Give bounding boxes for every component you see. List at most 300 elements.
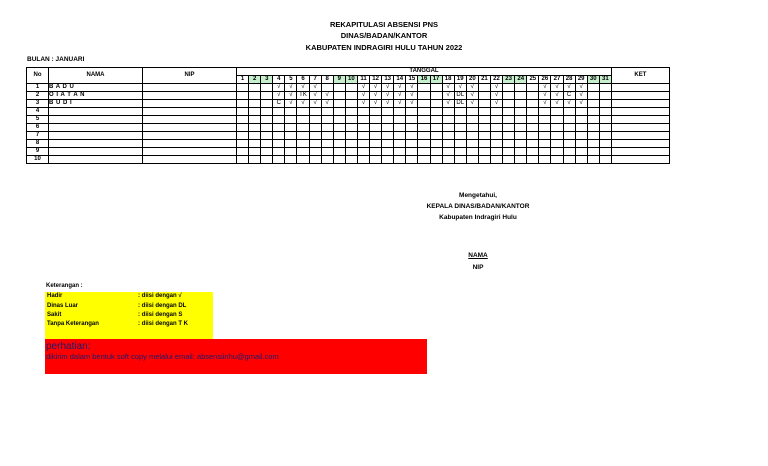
attendance-cell: √ xyxy=(539,100,551,108)
attendance-cell xyxy=(515,132,527,140)
row-nama xyxy=(49,124,143,132)
attendance-cell xyxy=(394,108,406,116)
attendance-cell xyxy=(599,108,611,116)
legend-label: Dinas Luar xyxy=(47,303,79,309)
table-row xyxy=(27,140,670,148)
day-header: 23 xyxy=(503,76,515,84)
day-header: 26 xyxy=(539,76,551,84)
attendance-cell: √ xyxy=(357,100,369,108)
attendance-cell: √ xyxy=(357,92,369,100)
row-nip xyxy=(143,116,237,124)
attendance-cell xyxy=(261,92,273,100)
row-number: 9 xyxy=(27,148,49,156)
attendance-cell xyxy=(249,84,261,92)
attendance-cell: C xyxy=(563,92,575,100)
attendance-cell xyxy=(321,116,333,124)
table-row xyxy=(27,156,670,164)
attendance-cell xyxy=(249,116,261,124)
attendance-cell xyxy=(551,132,563,140)
row-ket xyxy=(611,132,669,140)
attendance-cell xyxy=(273,116,285,124)
attendance-cell xyxy=(478,108,490,116)
attendance-cell xyxy=(551,116,563,124)
attendance-cell xyxy=(418,132,430,140)
attendance-cell xyxy=(370,108,382,116)
attendance-cell xyxy=(503,108,515,116)
attendance-cell xyxy=(418,108,430,116)
attendance-cell xyxy=(466,140,478,148)
attendance-cell xyxy=(551,124,563,132)
attendance-cell xyxy=(527,108,539,116)
attendance-cell xyxy=(478,92,490,100)
attendance-cell xyxy=(563,156,575,164)
row-ket xyxy=(611,84,669,92)
attendance-cell xyxy=(382,156,394,164)
attendance-cell xyxy=(406,140,418,148)
attendance-cell xyxy=(357,132,369,140)
attendance-cell: √ xyxy=(321,100,333,108)
sig-mengetahui: Mengetahui, xyxy=(459,192,497,199)
attendance-cell xyxy=(430,92,442,100)
attendance-cell xyxy=(503,148,515,156)
attendance-cell xyxy=(587,92,599,100)
row-nama xyxy=(49,156,143,164)
day-header: 6 xyxy=(297,76,309,84)
row-number: 2 xyxy=(27,92,49,100)
attendance-cell xyxy=(515,148,527,156)
day-header: 27 xyxy=(551,76,563,84)
attendance-cell xyxy=(599,132,611,140)
attendance-cell xyxy=(527,140,539,148)
attendance-cell: √ xyxy=(490,84,502,92)
row-nama: O I A T A N xyxy=(49,92,143,100)
attendance-cell xyxy=(249,124,261,132)
attendance-cell xyxy=(321,148,333,156)
attendance-cell xyxy=(382,116,394,124)
attendance-cell xyxy=(370,140,382,148)
attendance-cell xyxy=(345,100,357,108)
attendance-cell xyxy=(515,92,527,100)
attendance-cell xyxy=(285,140,297,148)
row-nip xyxy=(143,132,237,140)
attendance-cell xyxy=(454,124,466,132)
attendance-cell: √ xyxy=(382,100,394,108)
attendance-cell xyxy=(309,140,321,148)
attendance-cell xyxy=(285,148,297,156)
attendance-cell xyxy=(599,124,611,132)
attendance-cell xyxy=(539,124,551,132)
attendance-cell xyxy=(418,148,430,156)
row-nip xyxy=(143,100,237,108)
attendance-cell xyxy=(309,148,321,156)
attendance-cell: √ xyxy=(551,100,563,108)
attendance-cell: √ xyxy=(273,84,285,92)
attendance-cell: √ xyxy=(575,92,587,100)
attendance-cell xyxy=(599,84,611,92)
attendance-cell: √ xyxy=(575,100,587,108)
attendance-cell: √ xyxy=(490,100,502,108)
attendance-cell xyxy=(466,108,478,116)
attendance-cell: DL xyxy=(454,92,466,100)
table-row xyxy=(27,124,670,132)
attendance-cell xyxy=(551,140,563,148)
attendance-cell xyxy=(333,148,345,156)
attendance-cell xyxy=(551,156,563,164)
attendance-cell xyxy=(321,124,333,132)
attendance-cell xyxy=(261,132,273,140)
row-ket xyxy=(611,116,669,124)
day-header: 19 xyxy=(454,76,466,84)
attendance-cell xyxy=(418,156,430,164)
row-number: 7 xyxy=(27,132,49,140)
attendance-cell xyxy=(599,92,611,100)
attendance-cell xyxy=(515,140,527,148)
attendance-cell xyxy=(539,148,551,156)
attendance-cell xyxy=(527,132,539,140)
attendance-cell xyxy=(587,100,599,108)
attendance-cell xyxy=(575,116,587,124)
attendance-cell xyxy=(442,132,454,140)
day-header: 28 xyxy=(563,76,575,84)
attendance-cell: √ xyxy=(382,84,394,92)
attendance-cell xyxy=(515,84,527,92)
table-row xyxy=(27,84,670,92)
attendance-cell: √ xyxy=(406,84,418,92)
attendance-cell xyxy=(599,116,611,124)
col-tanggal-header: TANGGAL xyxy=(237,68,612,76)
sig-name: NAMA xyxy=(468,252,488,259)
attendance-cell xyxy=(382,132,394,140)
attendance-cell xyxy=(575,156,587,164)
attendance-cell xyxy=(261,84,273,92)
row-nama xyxy=(49,108,143,116)
attendance-cell: √ xyxy=(370,84,382,92)
attendance-cell xyxy=(539,156,551,164)
attendance-cell xyxy=(503,100,515,108)
title-line-2: DINAS/BADAN/KANTOR xyxy=(340,31,428,40)
attendance-cell xyxy=(478,116,490,124)
attendance-cell xyxy=(249,156,261,164)
attendance-cell xyxy=(297,148,309,156)
attendance-cell xyxy=(345,148,357,156)
attendance-cell xyxy=(321,156,333,164)
attendance-cell xyxy=(442,156,454,164)
month-label: BULAN : JANUARI xyxy=(27,56,85,63)
day-header: 15 xyxy=(406,76,418,84)
attendance-cell xyxy=(370,116,382,124)
attendance-cell xyxy=(442,148,454,156)
attendance-cell xyxy=(370,156,382,164)
attendance-cell xyxy=(394,124,406,132)
attendance-cell xyxy=(466,116,478,124)
attendance-cell xyxy=(249,148,261,156)
title-line-3: KABUPATEN INDRAGIRI HULU TAHUN 2022 xyxy=(305,43,463,52)
day-header: 2 xyxy=(249,76,261,84)
attendance-cell xyxy=(297,156,309,164)
attendance-cell xyxy=(466,156,478,164)
attendance-cell xyxy=(345,140,357,148)
attendance-cell xyxy=(430,148,442,156)
attendance-cell xyxy=(503,116,515,124)
row-number: 10 xyxy=(27,156,49,164)
attendance-cell: √ xyxy=(394,100,406,108)
row-ket xyxy=(611,100,669,108)
attendance-cell: √ xyxy=(563,100,575,108)
attendance-cell xyxy=(575,108,587,116)
attendance-cell: √ xyxy=(394,92,406,100)
attendance-cell xyxy=(527,84,539,92)
day-header: 29 xyxy=(575,76,587,84)
attendance-cell: √ xyxy=(285,100,297,108)
attendance-cell xyxy=(478,156,490,164)
attendance-cell xyxy=(466,148,478,156)
attendance-cell: √ xyxy=(309,84,321,92)
attendance-cell xyxy=(430,124,442,132)
attendance-cell xyxy=(575,148,587,156)
attendance-cell: √ xyxy=(466,84,478,92)
attendance-cell xyxy=(587,148,599,156)
attendance-cell xyxy=(309,124,321,132)
attendance-cell xyxy=(357,140,369,148)
attendance-cell xyxy=(237,148,249,156)
attendance-cell: √ xyxy=(285,92,297,100)
attendance-cell: √ xyxy=(370,92,382,100)
table-row xyxy=(27,132,670,140)
attendance-cell xyxy=(249,100,261,108)
attendance-cell xyxy=(418,140,430,148)
legend-value: : diisi dengan S xyxy=(138,312,183,318)
row-nama xyxy=(49,116,143,124)
attendance-cell xyxy=(599,156,611,164)
attendance-cell xyxy=(357,156,369,164)
attendance-cell xyxy=(321,84,333,92)
attendance-cell xyxy=(503,132,515,140)
attendance-cell xyxy=(563,124,575,132)
attendance-cell: TK xyxy=(297,92,309,100)
attendance-cell xyxy=(394,156,406,164)
attendance-cell xyxy=(551,148,563,156)
col-nip-header: NIP xyxy=(143,68,237,84)
attendance-cell xyxy=(454,116,466,124)
day-header: 4 xyxy=(273,76,285,84)
attendance-cell xyxy=(261,140,273,148)
day-header: 14 xyxy=(394,76,406,84)
attendance-cell xyxy=(490,132,502,140)
attendance-cell xyxy=(503,140,515,148)
row-number: 1 xyxy=(27,84,49,92)
row-nip xyxy=(143,148,237,156)
row-nama xyxy=(49,132,143,140)
attendance-cell xyxy=(430,84,442,92)
table-row xyxy=(27,148,670,156)
row-nama: B A D U xyxy=(49,84,143,92)
attendance-cell xyxy=(333,156,345,164)
attendance-cell xyxy=(261,124,273,132)
attendance-cell xyxy=(503,84,515,92)
attendance-cell xyxy=(418,100,430,108)
attendance-cell: √ xyxy=(273,92,285,100)
attendance-cell xyxy=(587,124,599,132)
attendance-cell xyxy=(406,132,418,140)
attendance-cell: C xyxy=(273,100,285,108)
attendance-cell xyxy=(515,124,527,132)
attendance-cell xyxy=(237,140,249,148)
legend-box xyxy=(45,292,213,339)
attendance-cell xyxy=(394,116,406,124)
attendance-cell xyxy=(503,92,515,100)
attendance-cell xyxy=(527,124,539,132)
row-number: 8 xyxy=(27,140,49,148)
attendance-cell xyxy=(309,132,321,140)
attendance-cell xyxy=(345,108,357,116)
attendance-cell xyxy=(273,156,285,164)
attendance-cell xyxy=(539,132,551,140)
row-number: 6 xyxy=(27,124,49,132)
attendance-cell xyxy=(599,100,611,108)
attendance-cell xyxy=(430,140,442,148)
attendance-cell xyxy=(382,124,394,132)
attendance-cell: √ xyxy=(321,92,333,100)
attendance-cell xyxy=(406,108,418,116)
day-header: 20 xyxy=(466,76,478,84)
attendance-cell xyxy=(297,108,309,116)
attendance-cell xyxy=(587,84,599,92)
attendance-cell xyxy=(563,108,575,116)
attendance-cell xyxy=(285,108,297,116)
attendance-cell xyxy=(333,124,345,132)
attendance-cell xyxy=(587,132,599,140)
legend-label: Sakit xyxy=(47,312,62,318)
attendance-cell xyxy=(273,124,285,132)
attendance-cell xyxy=(466,124,478,132)
attendance-cell xyxy=(527,116,539,124)
attendance-cell xyxy=(370,124,382,132)
attendance-cell: √ xyxy=(309,92,321,100)
attendance-cell xyxy=(454,156,466,164)
attendance-cell: √ xyxy=(442,100,454,108)
notice-text: dikirim dalam bentuk soft copy melalui email: absensiinhu@gmail.com xyxy=(46,352,279,361)
table-row xyxy=(27,92,670,100)
attendance-cell xyxy=(297,140,309,148)
attendance-cell xyxy=(357,108,369,116)
day-header: 24 xyxy=(515,76,527,84)
attendance-cell: DL xyxy=(454,100,466,108)
table-row xyxy=(27,108,670,116)
row-ket xyxy=(611,140,669,148)
row-nip xyxy=(143,156,237,164)
attendance-cell xyxy=(599,148,611,156)
attendance-cell: √ xyxy=(382,92,394,100)
attendance-cell xyxy=(273,132,285,140)
attendance-cell xyxy=(575,132,587,140)
table-row xyxy=(27,116,670,124)
attendance-cell xyxy=(563,140,575,148)
attendance-cell: √ xyxy=(297,84,309,92)
row-nama: B U D I xyxy=(49,100,143,108)
attendance-cell xyxy=(237,84,249,92)
attendance-cell xyxy=(345,132,357,140)
attendance-cell xyxy=(370,132,382,140)
day-header: 5 xyxy=(285,76,297,84)
day-header: 10 xyxy=(345,76,357,84)
attendance-cell xyxy=(454,108,466,116)
keterangan-title: Keterangan : xyxy=(46,283,83,289)
attendance-cell: √ xyxy=(551,84,563,92)
day-header: 8 xyxy=(321,76,333,84)
attendance-cell xyxy=(309,116,321,124)
attendance-cell xyxy=(382,108,394,116)
legend-label: Tanpa Keterangan xyxy=(47,321,99,327)
attendance-cell xyxy=(273,140,285,148)
attendance-cell xyxy=(430,156,442,164)
attendance-cell xyxy=(490,148,502,156)
notice-title: perhatian: xyxy=(46,341,91,352)
row-ket xyxy=(611,92,669,100)
attendance-cell xyxy=(442,124,454,132)
attendance-cell xyxy=(442,116,454,124)
attendance-cell: √ xyxy=(394,84,406,92)
attendance-cell xyxy=(261,148,273,156)
attendance-cell xyxy=(466,132,478,140)
attendance-cell xyxy=(527,156,539,164)
attendance-cell xyxy=(297,132,309,140)
attendance-cell xyxy=(309,156,321,164)
attendance-cell xyxy=(333,108,345,116)
attendance-cell xyxy=(418,124,430,132)
attendance-cell: √ xyxy=(406,100,418,108)
attendance-cell xyxy=(333,100,345,108)
day-header: 1 xyxy=(237,76,249,84)
attendance-cell xyxy=(515,108,527,116)
attendance-cell: √ xyxy=(539,84,551,92)
row-nama xyxy=(49,148,143,156)
attendance-cell xyxy=(261,116,273,124)
col-ket-header: KET xyxy=(611,68,669,84)
attendance-cell xyxy=(237,132,249,140)
attendance-cell xyxy=(454,148,466,156)
attendance-cell xyxy=(345,124,357,132)
attendance-cell xyxy=(563,148,575,156)
attendance-cell xyxy=(539,140,551,148)
attendance-cell: √ xyxy=(490,92,502,100)
attendance-cell xyxy=(490,156,502,164)
day-header: 25 xyxy=(527,76,539,84)
day-header: 7 xyxy=(309,76,321,84)
attendance-cell xyxy=(345,116,357,124)
attendance-cell xyxy=(490,116,502,124)
attendance-cell xyxy=(503,124,515,132)
row-number: 5 xyxy=(27,116,49,124)
attendance-cell xyxy=(490,124,502,132)
day-header: 30 xyxy=(587,76,599,84)
attendance-cell xyxy=(527,148,539,156)
row-nama xyxy=(49,140,143,148)
row-ket xyxy=(611,148,669,156)
row-nip xyxy=(143,92,237,100)
attendance-cell: √ xyxy=(466,100,478,108)
attendance-cell xyxy=(333,132,345,140)
attendance-cell xyxy=(394,132,406,140)
attendance-cell xyxy=(297,124,309,132)
attendance-cell xyxy=(261,100,273,108)
attendance-cell: √ xyxy=(466,92,478,100)
attendance-cell xyxy=(515,156,527,164)
attendance-cell xyxy=(309,108,321,116)
row-number: 4 xyxy=(27,108,49,116)
row-ket xyxy=(611,124,669,132)
attendance-cell xyxy=(345,84,357,92)
day-header: 22 xyxy=(490,76,502,84)
